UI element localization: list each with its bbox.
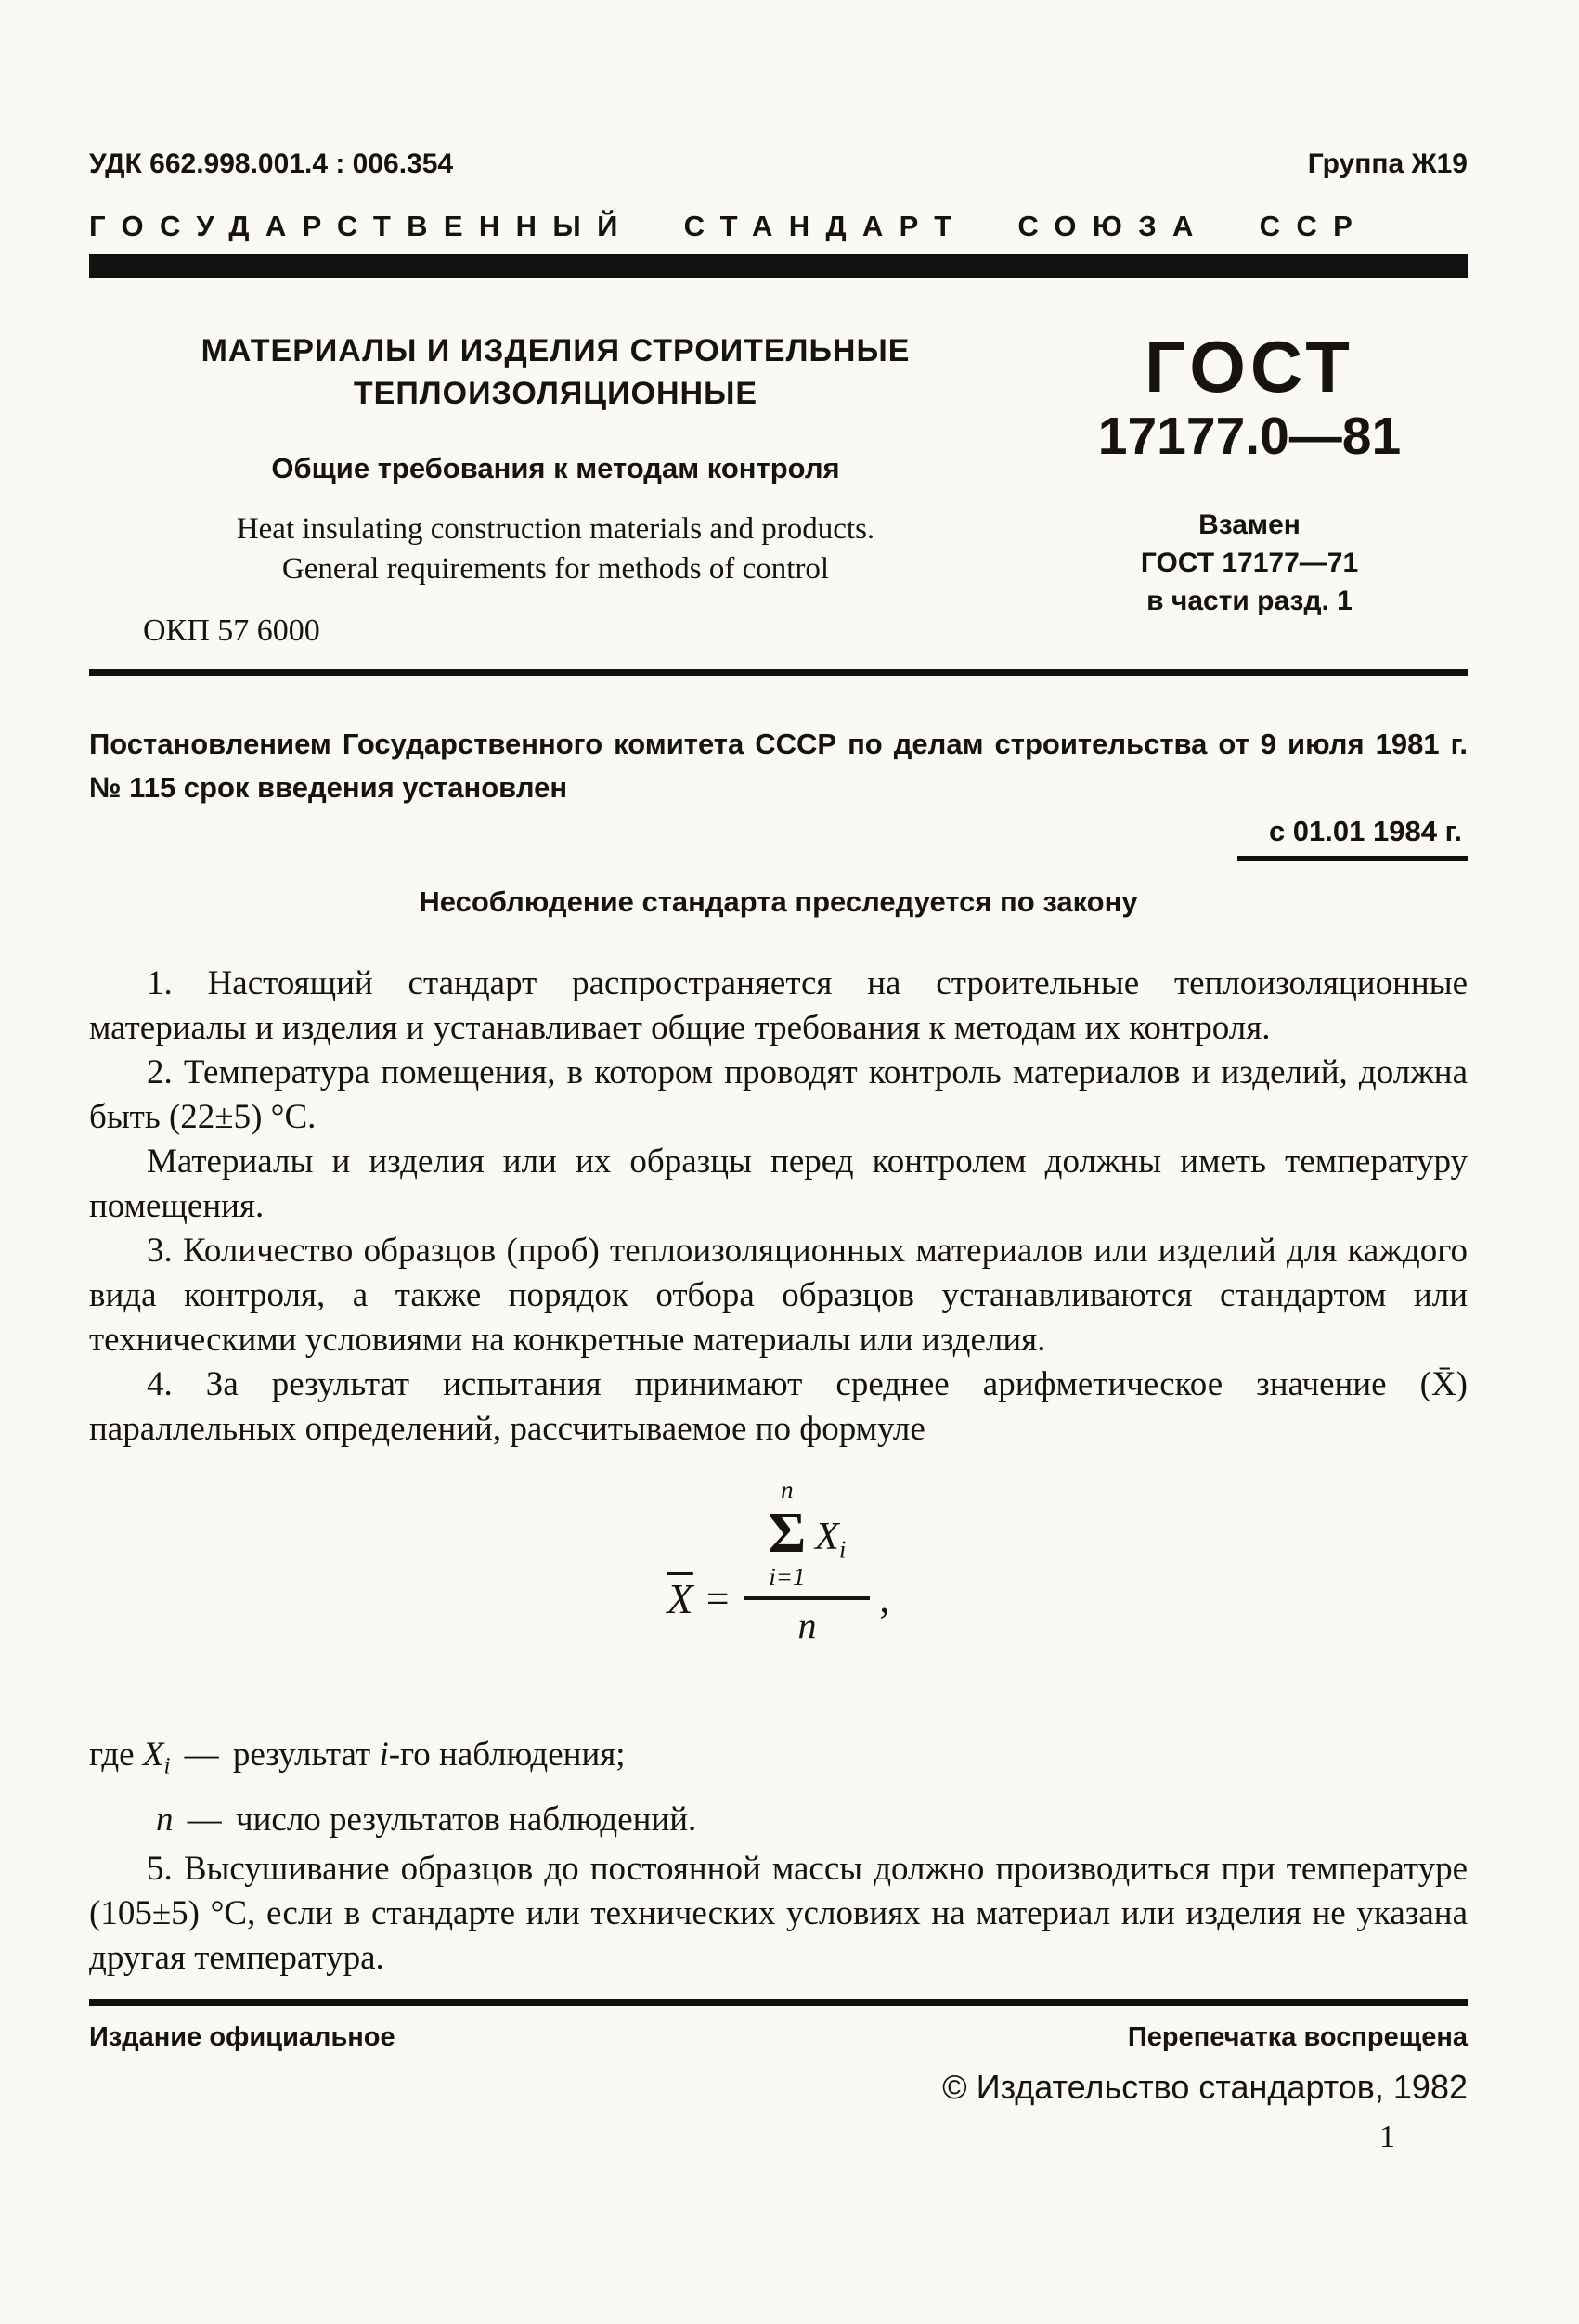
gost-number: 17177.0—81 (1097, 407, 1402, 466)
okp-code: ОКП 57 6000 (143, 613, 320, 648)
effective-date: с 01.01 1984 г. (1237, 815, 1468, 861)
xi-description-italic-i: i (379, 1736, 389, 1774)
gost-designation-block (1031, 326, 1468, 649)
variable-xi-base: X (142, 1736, 164, 1774)
law-notice: Несоблюдение стандарта преследуется по закону (419, 885, 1138, 918)
footer-rule (89, 1999, 1468, 2006)
document-subtitle: Общие требования к методам контроля (271, 452, 840, 484)
sum-argument (815, 1515, 846, 1564)
xi-description-suffix: -го наблюдения; (388, 1736, 626, 1774)
paragraph-2a: Материалы и изделия или их образцы перед контролем должны иметь температуру помещения. (89, 1143, 1468, 1225)
copyright-line: © Издательство стандартов, 1982 (942, 2068, 1468, 2107)
udk-code: УДК 662.998.001.4 : 006.354 (89, 148, 454, 179)
replaces-scope: в части разд. 1 (1146, 586, 1353, 616)
body-text (89, 962, 1468, 1981)
where-intro: где (89, 1736, 135, 1774)
english-title-line1: Heat insulating construction materials and products. (236, 512, 875, 546)
document-title (108, 329, 1003, 415)
n-description: число результатов наблюдений. (236, 1801, 697, 1840)
page-number: 1 (1379, 2120, 1395, 2155)
sum-argument-subscript: i (838, 1535, 847, 1564)
effective-date-row (89, 815, 1468, 861)
summation (769, 1476, 807, 1591)
gost-label: ГОСТ (1145, 326, 1354, 407)
paragraph-3: 3. Количество образцов (проб) теплоизоляционных материалов или изделий для каждого вида контроля, а также порядок отбора образцов устанавливаются стандартом или техническими условиями на конкретные материалы или изделия. (89, 1232, 1468, 1359)
reprint-prohibited-label: Перепечатка воспрещена (1127, 2022, 1468, 2053)
where-line-xi (89, 1728, 1468, 1793)
sigma-symbol: Σ (768, 1502, 807, 1565)
xi-description-prefix: результат (232, 1736, 380, 1774)
english-title (108, 510, 1003, 589)
replaces-note (1031, 506, 1468, 620)
mean-value-formula (89, 1476, 1468, 1721)
group-code: Группа Ж19 (1307, 148, 1468, 179)
footer-row (89, 2022, 1468, 2053)
gost-banner: ГОСУДАРСТВЕННЫЙ СТАНДАРТ СОЮЗА ССР (89, 210, 1369, 242)
where-clause (89, 1728, 1468, 1847)
replaces-standard: ГОСТ 17177—71 (1140, 548, 1359, 578)
where-line-n (156, 1793, 1468, 1847)
paragraph-1: 1. Настоящий стандарт распространяется на строительные теплоизоляционные материалы и изделия и устанавливает общие требования к методам их контроля. (89, 964, 1468, 1047)
title-left-column (89, 329, 1031, 649)
section-rule (89, 669, 1468, 676)
variable-n: n (156, 1801, 174, 1840)
paragraph-5: 5. Высушивание образцов до постоянной массы должно производиться при температуре (105±5) °С, если в стандарте или технических условиях на материал или изделия не указана другая температура. (89, 1850, 1468, 1978)
paragraph-4: 4. За результат испытания принимают среднее арифметическое значение (X̄) параллельных определений, рассчитываемое по формуле (89, 1365, 1468, 1448)
sum-argument-base: X (815, 1516, 839, 1559)
variable-xi-subscript: i (163, 1753, 171, 1779)
banner-bar (89, 254, 1468, 278)
formula-comma: , (879, 1575, 890, 1621)
formula-lhs: $\overline{X}$ (667, 1574, 693, 1622)
sum-lower-limit: i=1 (769, 1563, 806, 1591)
title-block (89, 326, 1468, 649)
numerator (744, 1476, 871, 1600)
english-title-line2: General requirements for methods of control (281, 552, 830, 586)
decree-paragraph: Постановлением Государственного комитета СССР по делам строительства от 9 июля 1981 г. № 115 срок введения установлен (89, 728, 1468, 804)
official-edition-label: Издание официальное (89, 2022, 395, 2053)
sum-upper-limit: n (781, 1476, 794, 1504)
denominator: n (797, 1605, 817, 1646)
header-row (89, 148, 1468, 180)
dash: — (187, 1801, 222, 1840)
fraction (744, 1476, 871, 1721)
paragraph-2: 2. Температура помещения, в котором проводят контроль материалов и изделий, должна быть (22±5) °С. (89, 1053, 1468, 1136)
document-title-line2: ТЕПЛОИЗОЛЯЦИОННЫЕ (353, 376, 758, 411)
dash: — (184, 1736, 219, 1774)
replaces-label: Взамен (1198, 510, 1301, 540)
variable-xi (142, 1736, 171, 1779)
equals-sign: = (705, 1575, 730, 1621)
document-title-line1: МАТЕРИАЛЫ И ИЗДЕЛИЯ СТРОИТЕЛЬНЫЕ (201, 333, 911, 368)
